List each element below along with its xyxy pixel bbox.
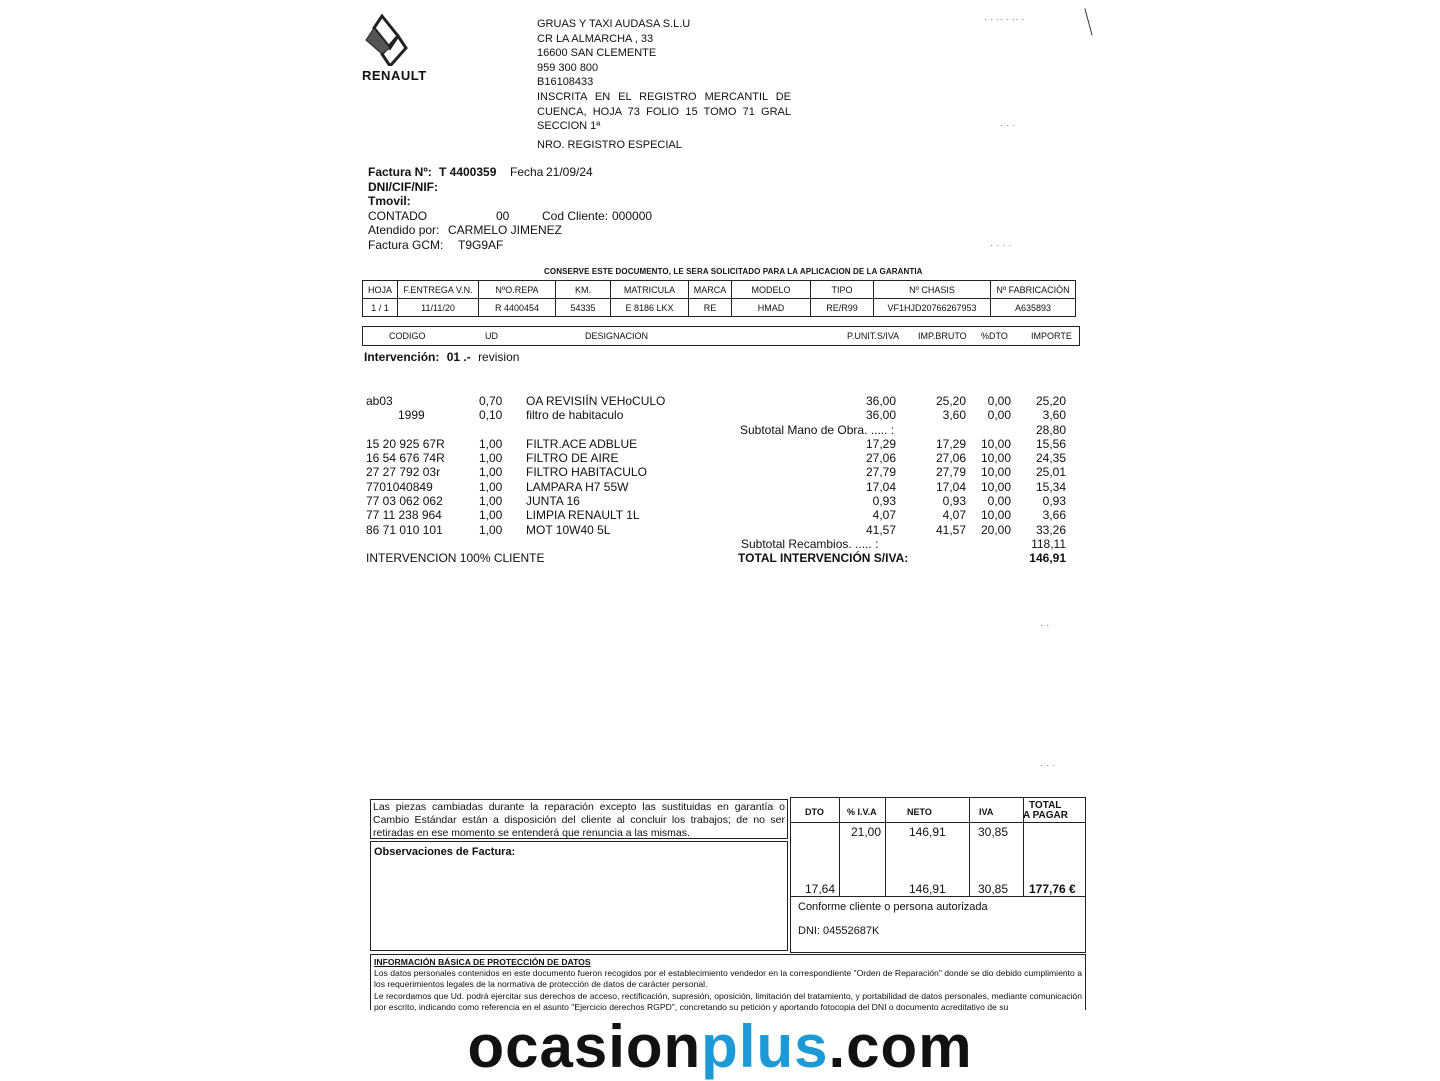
col-ud: UD xyxy=(485,331,498,341)
th-km: KM. xyxy=(556,281,611,299)
payment-code: 00 xyxy=(496,208,510,223)
dni-label: DNI/CIF/NIF: xyxy=(368,179,438,194)
col-dto: %DTO xyxy=(981,331,1008,341)
company-registry-2: CUENCA, HOJA 73 FOLIO 15 TOMO 71 GRAL xyxy=(537,105,791,118)
scan-noise: · · · xyxy=(1040,760,1056,771)
company-cif: B16108433 xyxy=(537,76,594,89)
th-matricula: MATRICULA xyxy=(611,281,689,299)
invoice-info xyxy=(368,165,708,252)
labor-subtotal-value: 28,80 xyxy=(1035,422,1066,437)
col-gross: IMP.BRUTO xyxy=(918,331,967,341)
line-gross: 41,57 xyxy=(935,522,966,537)
observations-box xyxy=(370,841,788,951)
intervention-label: Intervención: xyxy=(364,350,440,364)
vehicle-table-header xyxy=(363,281,1076,299)
totals-iva: 30,85 xyxy=(978,882,1009,896)
td-tipo: RE/R99 xyxy=(811,299,874,317)
labor-line xyxy=(366,394,1076,408)
line-amount: 15,56 xyxy=(1035,436,1066,451)
line-desc: LIMPIA RENAULT 1L xyxy=(526,508,640,523)
line-code: 1999 xyxy=(398,408,425,423)
line-dto: 0,00 xyxy=(987,394,1011,408)
company-info xyxy=(537,17,791,134)
totals-h-iva: IVA xyxy=(979,807,994,817)
totals-row-iva: 30,85 xyxy=(978,825,1009,839)
intervention-number: 01 .- xyxy=(446,350,471,364)
scan-mark xyxy=(1084,8,1092,35)
th-tipo: TIPO xyxy=(811,281,874,299)
col-code: CODIGO xyxy=(389,331,426,341)
line-amount: 0,93 xyxy=(1042,494,1066,509)
line-amount: 3,60 xyxy=(1042,408,1066,423)
scan-noise: · · · · xyxy=(990,240,1012,251)
totals-h-neto: NETO xyxy=(907,807,932,817)
td-marca: RE xyxy=(689,299,732,317)
vehicle-table-values xyxy=(363,299,1076,317)
watermark-part-2: plus xyxy=(701,1013,829,1080)
totals-h-dto: DTO xyxy=(805,807,824,817)
line-amount: 24,35 xyxy=(1035,451,1066,466)
th-marca: MARCA xyxy=(689,281,732,299)
logo-text: RENAULT xyxy=(362,68,427,83)
line-ud: 1,00 xyxy=(479,479,503,494)
line-amount: 25,01 xyxy=(1035,465,1066,480)
line-code: 86 71 010 101 xyxy=(366,522,443,537)
part-line xyxy=(366,508,1076,522)
line-code: 77 03 062 062 xyxy=(366,494,443,509)
td-km: 54335 xyxy=(556,299,611,317)
conformity-dni: DNI: 04552687K xyxy=(798,925,880,937)
td-orepa: R 4400454 xyxy=(479,299,556,317)
line-amount: 25,20 xyxy=(1035,394,1066,408)
line-code: 16 54 676 74R xyxy=(366,451,445,466)
renault-diamond-icon xyxy=(360,14,420,66)
line-code: 27 27 792 03r xyxy=(366,465,441,480)
line-code: 77 11 238 964 xyxy=(366,508,442,523)
ocasionplus-watermark xyxy=(0,1012,1440,1081)
th-fabricacion: Nº FABRICACIÓN xyxy=(991,281,1076,299)
total-intervention-label: TOTAL INTERVENCIÓN S/IVA: xyxy=(738,551,909,566)
client-code: 000000 xyxy=(612,208,653,223)
labor-subtotal-label: Subtotal Mano de Obra. ..... : xyxy=(740,422,895,437)
renault-logo xyxy=(360,14,440,84)
line-dto: 0,00 xyxy=(987,408,1011,423)
td-chasis: VF1HJD20766267953 xyxy=(874,299,991,317)
th-chasis: Nº CHASIS xyxy=(874,281,991,299)
line-gross: 3,60 xyxy=(942,408,966,423)
line-desc: FILTRO HABITACULO xyxy=(526,465,647,480)
line-desc: JUNTA 16 xyxy=(526,494,580,509)
line-gross: 17,04 xyxy=(935,479,966,494)
totals-h-total-2: A PAGAR xyxy=(1023,810,1068,821)
company-registry-1: INSCRITA EN EL REGISTRO MERCANTIL DE xyxy=(537,90,791,103)
line-ud: 1,00 xyxy=(479,522,503,537)
watermark-part-3: .com xyxy=(828,1013,973,1080)
col-desc: DESIGNACION xyxy=(585,331,649,341)
scan-noise: · · · xyxy=(1000,120,1016,131)
line-unit: 36,00 xyxy=(865,394,896,408)
line-ud: 1,00 xyxy=(479,436,503,451)
totals-dto: 17,64 xyxy=(805,882,836,896)
parts-subtotal-value: 118,11 xyxy=(1031,536,1066,551)
privacy-text-1: Los datos personales contenidos en este documento fueron recogidos por el establecimiento vendedor en la correspondiente "Orden de Reparación" donde se dio debido cumplimiento a los requerimientos legales de la normativa de protección de datos de carácter personal. xyxy=(374,968,1082,990)
part-line xyxy=(366,494,1076,508)
line-desc: OA REVISIÍN VEHoCULO xyxy=(526,394,666,408)
client-note: INTERVENCION 100% CLIENTE xyxy=(366,551,545,566)
part-line xyxy=(366,451,1076,465)
th-hoja: HOJA xyxy=(363,281,398,299)
line-unit: 17,29 xyxy=(865,436,896,451)
client-code-label: Cod Cliente: xyxy=(542,208,609,223)
line-ud: 1,00 xyxy=(479,494,503,509)
line-desc: filtro de habitaculo xyxy=(526,408,624,423)
line-unit: 41,57 xyxy=(865,522,896,537)
line-unit: 27,79 xyxy=(865,465,896,480)
conformity-label: Conforme cliente o persona autorizada xyxy=(798,901,988,913)
th-entrega: F.ENTREGA V.N. xyxy=(398,281,479,299)
line-gross: 4,07 xyxy=(942,508,966,523)
line-dto: 10,00 xyxy=(980,451,1011,466)
payment-method: CONTADO xyxy=(368,208,428,223)
line-ud: 0,10 xyxy=(479,408,503,423)
line-unit: 4,07 xyxy=(872,508,896,523)
invoice-number-label: Factura Nº: xyxy=(368,165,432,179)
line-unit: 0,93 xyxy=(872,494,896,509)
invoice-date-label: Fecha xyxy=(510,165,544,179)
total-intervention-row xyxy=(366,551,1076,565)
scan-noise: · · ·· · ·· · xyxy=(984,14,1025,25)
tmovil-label: Tmovil: xyxy=(368,194,411,208)
parts-subtotal xyxy=(366,537,1076,551)
line-ud: 1,00 xyxy=(479,508,503,523)
totals-box xyxy=(790,797,1086,897)
totals-row-neto: 146,91 xyxy=(909,825,946,839)
intervention-title xyxy=(364,350,519,364)
attended-by: CARMELO JIMENEZ xyxy=(448,223,563,237)
total-intervention-value: 146,91 xyxy=(1029,551,1066,566)
line-ud: 1,00 xyxy=(479,465,503,480)
gcm-invoice: T9G9AF xyxy=(458,237,504,252)
totals-h-iva-pct: % I.V.A xyxy=(847,807,877,817)
observations-label: Observaciones de Factura: xyxy=(374,846,516,858)
td-modelo: HMAD xyxy=(732,299,811,317)
line-ud: 1,00 xyxy=(479,451,503,466)
part-line xyxy=(366,437,1076,451)
part-line xyxy=(366,523,1076,537)
line-ud: 0,70 xyxy=(479,394,503,408)
line-gross: 25,20 xyxy=(935,394,966,408)
line-amount: 15,34 xyxy=(1035,479,1066,494)
td-matricula: E 8186 LKX xyxy=(611,299,689,317)
line-amount: 33,26 xyxy=(1035,522,1066,537)
warning-box: Las piezas cambiadas durante la reparación excepto las sustituidas en garantía o Cambio Estándar están a disposición del cliente al concluir los trabajos; de no ser retiradas en ese momento se entenderá que renuncia a las mismas. xyxy=(370,799,788,839)
line-unit: 36,00 xyxy=(865,408,896,423)
line-items xyxy=(366,394,1076,566)
company-city: 16600 SAN CLEMENTE xyxy=(537,47,657,60)
th-modelo: MODELO xyxy=(732,281,811,299)
company-name: GRUAS Y TAXI AUDASA S.L.U xyxy=(537,18,691,30)
td-fabricacion: A635893 xyxy=(991,299,1076,317)
company-phone: 959 300 800 xyxy=(537,61,599,74)
lines-header xyxy=(362,326,1080,346)
totals-total: 177,76 € xyxy=(1029,882,1076,896)
line-code: ab03 xyxy=(366,394,393,408)
totals-row-iva-pct: 21,00 xyxy=(851,825,882,839)
guarantee-notice: CONSERVE ESTE DOCUMENTO, LE SERA SOLICITADO PARA LA APLICACION DE LA GARANTIA xyxy=(544,267,923,276)
line-desc: MOT 10W40 5L xyxy=(526,522,611,537)
line-dto: 10,00 xyxy=(980,436,1011,451)
vehicle-table xyxy=(362,280,1076,317)
line-gross: 0,93 xyxy=(942,494,966,509)
intervention-desc: revision xyxy=(478,350,520,364)
line-gross: 17,29 xyxy=(935,436,966,451)
privacy-title: INFORMACIÓN BÁSICA DE PROTECCIÓN DE DATOS xyxy=(374,957,591,967)
parts-subtotal-label: Subtotal Recambios. ..... : xyxy=(741,536,879,551)
line-desc: FILTR.ACE ADBLUE xyxy=(526,436,638,451)
special-registry: NRO. REGISTRO ESPECIAL xyxy=(537,139,682,151)
th-orepa: NºO.REPA xyxy=(479,281,556,299)
line-amount: 3,66 xyxy=(1042,508,1066,523)
line-dto: 10,00 xyxy=(980,508,1011,523)
line-unit: 17,04 xyxy=(865,479,896,494)
invoice-number: T 4400359 xyxy=(439,165,497,179)
labor-line xyxy=(366,408,1076,422)
col-amount: IMPORTE xyxy=(1031,331,1072,341)
totals-header-line xyxy=(791,822,1085,823)
gcm-label: Factura GCM: xyxy=(368,237,444,252)
line-code: 15 20 925 67R xyxy=(366,436,445,451)
privacy-box xyxy=(370,954,1086,1010)
conformity-box xyxy=(790,896,1086,953)
totals-neto: 146,91 xyxy=(909,882,946,896)
attended-label: Atendido por: xyxy=(368,223,440,237)
line-code: 7701040849 xyxy=(366,479,433,494)
line-gross: 27,06 xyxy=(935,451,966,466)
line-desc: FILTRO DE AIRE xyxy=(526,451,619,466)
line-dto: 10,00 xyxy=(980,479,1011,494)
invoice-date: 21/09/24 xyxy=(546,165,593,179)
privacy-text-2: Le recordamos que Ud. podrá ejercitar sus derechos de acceso, rectificación, supresión, oposición, limitación del tratamiento, y portabilidad de datos personales, mediante comunicación por escrito, indicando como referencia en el asunto "Ejercicio derechos RGPD", concretando su petición y aportando fotocopia del DNI o documento acreditativo de su xyxy=(374,990,1082,1012)
watermark-part-1: ocasion xyxy=(467,1013,702,1080)
line-dto: 0,00 xyxy=(987,494,1011,509)
part-line xyxy=(366,480,1076,494)
labor-subtotal xyxy=(366,423,1076,437)
col-unit-price: P.UNIT.S/IVA xyxy=(847,331,900,341)
company-registry-3: SECCION 1ª xyxy=(537,120,601,133)
line-dto: 20,00 xyxy=(980,522,1011,537)
part-line xyxy=(366,465,1076,479)
line-dto: 10,00 xyxy=(980,465,1011,480)
td-entrega: 11/11/20 xyxy=(398,299,479,317)
company-address: CR LA ALMARCHA , 33 xyxy=(537,32,654,45)
line-desc: LAMPARA H7 55W xyxy=(526,479,629,494)
line-gross: 27,79 xyxy=(935,465,966,480)
line-unit: 27,06 xyxy=(865,451,896,466)
totals-h-total-1: TOTAL xyxy=(1029,800,1062,811)
scan-noise: · · xyxy=(1040,620,1050,631)
td-hoja: 1 / 1 xyxy=(363,299,398,317)
